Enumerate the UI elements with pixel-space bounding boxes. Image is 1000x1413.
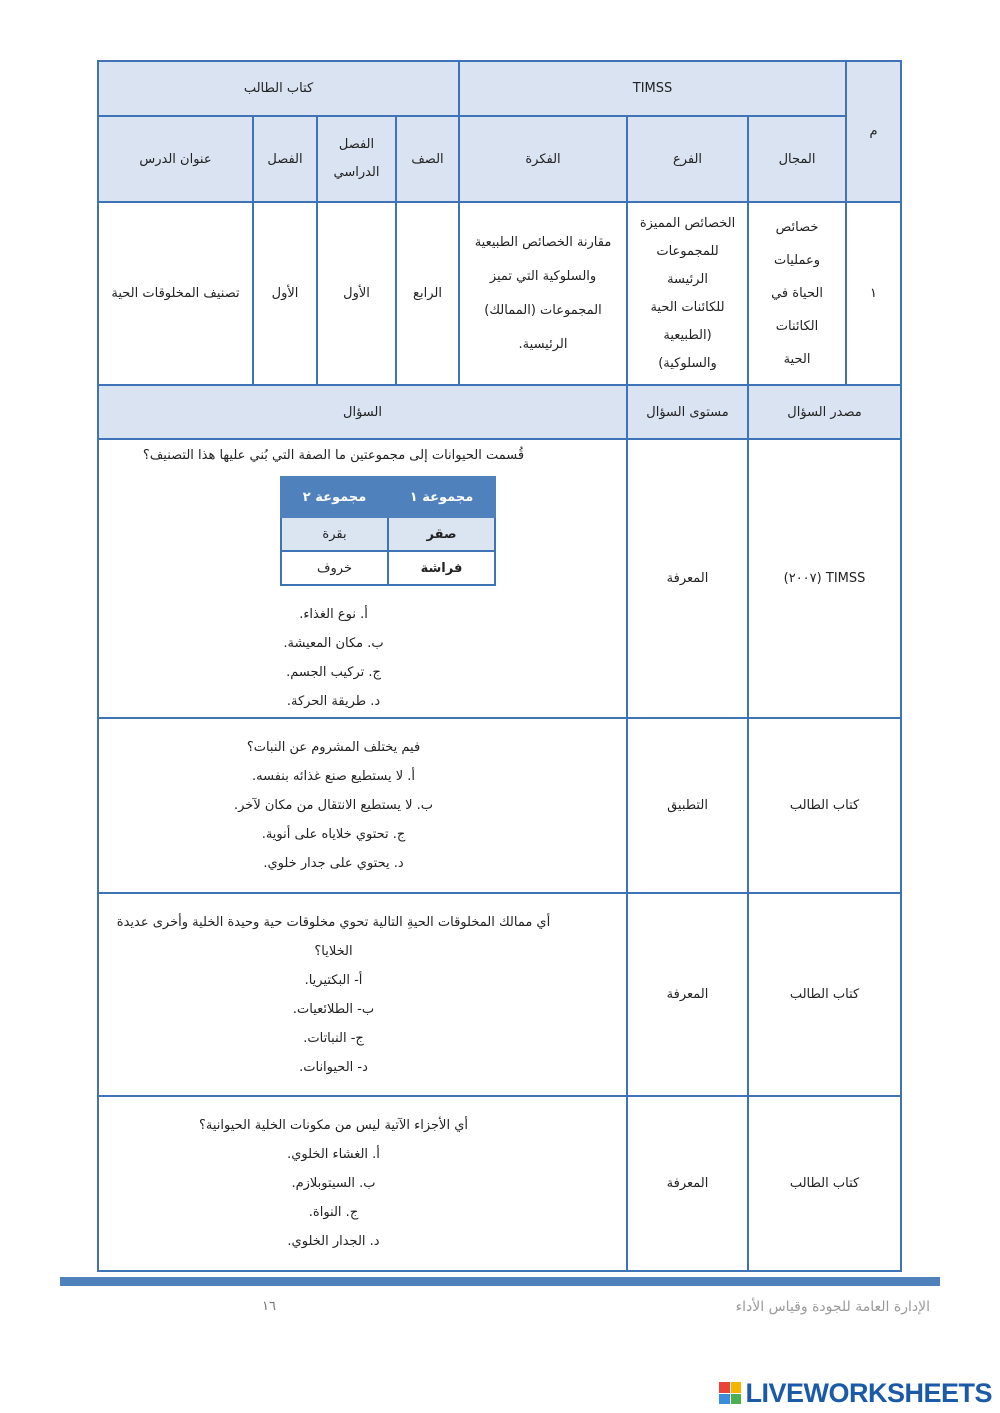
group2-item: خروف xyxy=(281,551,388,585)
q3-option: أ- البكتيريا. xyxy=(304,972,363,988)
liveworksheets-brand[interactable] xyxy=(719,1378,992,1408)
chapter-header: الفصل xyxy=(253,116,317,202)
brand-name: LIVEWORKSHEETS xyxy=(745,1377,992,1408)
row-number: ١ xyxy=(846,202,901,385)
page-number: ١٦ xyxy=(262,1299,276,1314)
group2-item: بقرة xyxy=(281,517,388,551)
semester-header-line1: الفصل xyxy=(338,137,375,152)
q3-source: كتاب الطالب xyxy=(748,893,901,1096)
q1-groups-table xyxy=(280,476,496,586)
branch-line: الرئيسة xyxy=(667,271,708,287)
question-level-header: مستوى السؤال xyxy=(627,385,748,439)
q2-body xyxy=(98,718,627,893)
branch-cell xyxy=(627,202,748,385)
semester-header xyxy=(317,116,396,202)
q1-option: د. طريقة الحركة. xyxy=(286,694,381,709)
branch-line: والسلوكية) xyxy=(658,355,717,371)
domain-line: وعمليات xyxy=(774,253,820,268)
footer-divider xyxy=(60,1277,940,1286)
chapter-cell: الأول xyxy=(253,202,317,385)
domain-line: خصائص xyxy=(775,220,819,235)
semester-cell: الأول xyxy=(317,202,396,385)
q4-option: أ. الغشاء الخلوي. xyxy=(287,1147,380,1162)
q3-option: ب- الطلائعيات. xyxy=(292,1001,375,1017)
idea-line: والسلوكية التي تميز xyxy=(489,268,597,284)
q3-level: المعرفة xyxy=(627,893,748,1096)
branch-line: (الطبيعية xyxy=(663,327,712,343)
group1-item: صقر xyxy=(388,517,495,551)
q4-option: ج. النواة. xyxy=(308,1205,359,1220)
idea-cell xyxy=(459,202,627,385)
group2-header: مجموعة ٢ xyxy=(281,477,388,517)
q2-source: كتاب الطالب xyxy=(748,718,901,893)
q4-stem: أي الأجزاء الآتية ليس من مكونات الخلية الحيوانية؟ xyxy=(199,1118,468,1133)
q3-option: د- الحيوانات. xyxy=(299,1059,368,1075)
domain-line: الحياة في xyxy=(771,286,823,301)
q3-option: ج- النباتات. xyxy=(303,1030,364,1046)
q3-stem-cont: الخلايا؟ xyxy=(314,943,353,959)
grade-cell: الرابع xyxy=(396,202,459,385)
branch-line: للمجموعات xyxy=(656,243,719,259)
idea-line: الرئيسية. xyxy=(518,336,568,352)
grade-header: الصف xyxy=(396,116,459,202)
question-source-header: مصدر السؤال xyxy=(748,385,901,439)
col-m-header: م xyxy=(846,61,901,202)
liveworksheets-logo-icon xyxy=(719,1382,741,1404)
q1-option: ج. تركيب الجسم. xyxy=(286,665,381,680)
idea-header: الفكرة xyxy=(459,116,627,202)
timss-header: TIMSS xyxy=(459,61,846,116)
q1-body xyxy=(98,439,627,718)
q1-stem: قُسمت الحيوانات إلى مجموعتين ما الصفة التي بُني عليها هذا التصنيف؟ xyxy=(142,448,525,463)
domain-cell xyxy=(748,202,846,385)
q2-option: ب. لا يستطيع الانتقال من مكان لآخر. xyxy=(233,798,434,813)
student-book-header: كتاب الطالب xyxy=(98,61,459,116)
q4-option: ب. السيتوبلازم. xyxy=(291,1176,376,1191)
lesson-cell: تصنيف المخلوقات الحية xyxy=(98,202,253,385)
q3-body xyxy=(98,893,627,1096)
group1-header: مجموعة ١ xyxy=(388,477,495,517)
question-header: السؤال xyxy=(98,385,627,439)
q4-body xyxy=(98,1096,627,1271)
curriculum-table xyxy=(97,60,902,1272)
footer-organization: الإدارة العامة للجودة وقياس الأداء xyxy=(735,1299,930,1315)
q2-option: ج. تحتوي خلاياه على أنوية. xyxy=(261,827,406,842)
group1-item: فراشة xyxy=(388,551,495,585)
q2-level: التطبيق xyxy=(627,718,748,893)
q4-source: كتاب الطالب xyxy=(748,1096,901,1271)
branch-line: للكائنات الحية xyxy=(650,299,725,315)
lesson-title-header: عنوان الدرس xyxy=(98,116,253,202)
q1-source: TIMSS (٢٠٠٧) xyxy=(748,439,901,718)
domain-line: الحية xyxy=(783,352,811,367)
q3-stem: أي ممالك المخلوقات الحيةِ التالية تحوي مخلوقات حية وحيدة الخلية وأخرى عديدة xyxy=(116,914,551,930)
branch-line: الخصائص المميزة xyxy=(639,215,736,231)
domain-header: المجال xyxy=(748,116,846,202)
idea-line: المجموعات (الممالك) xyxy=(484,302,602,318)
q2-stem: فيم يختلف المشروم عن النبات؟ xyxy=(246,740,421,755)
q1-level: المعرفة xyxy=(627,439,748,718)
semester-header-line2: الدراسي xyxy=(333,165,380,180)
q4-level: المعرفة xyxy=(627,1096,748,1271)
q1-option: ب. مكان المعيشة. xyxy=(283,636,384,651)
idea-line: مقارنة الخصائص الطبيعية xyxy=(474,234,612,250)
branch-header: الفرع xyxy=(627,116,748,202)
domain-line: الكائنات xyxy=(775,319,819,334)
q2-option: د. يحتوي على جدار خلوي. xyxy=(263,856,404,871)
q2-option: أ. لا يستطيع صنع غذائه بنفسه. xyxy=(252,769,415,784)
q1-option: أ. نوع الغذاء. xyxy=(299,607,368,622)
q4-option: د. الجدار الخلوي. xyxy=(287,1234,380,1249)
